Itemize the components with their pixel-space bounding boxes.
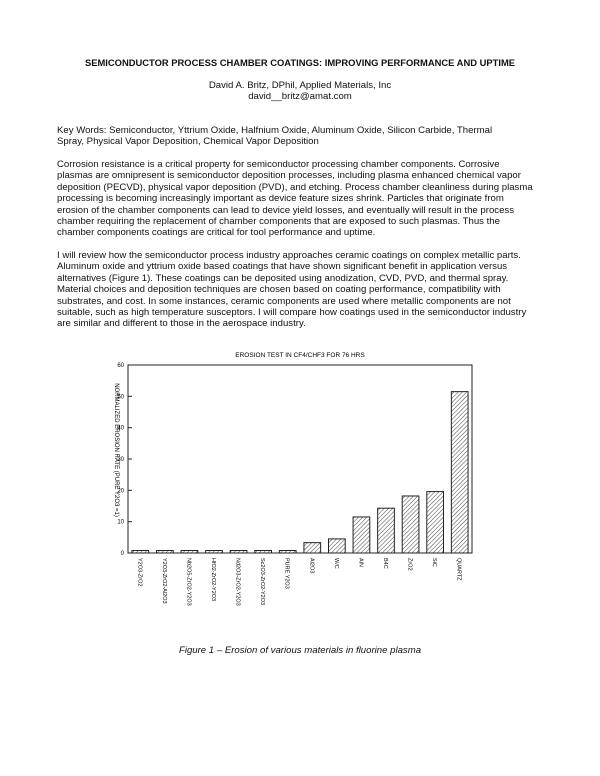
y-tick-label: 0 [120, 551, 124, 557]
bar-2 [181, 550, 198, 553]
bar-6 [279, 550, 296, 553]
x-tick-label: Y2O3-ZrO2 [136, 558, 143, 587]
x-tick-label: QUARTZ [455, 558, 462, 581]
bar-7 [304, 543, 321, 553]
x-tick-label: W/C [332, 558, 339, 569]
bar-1 [157, 550, 174, 553]
x-tick-label: B4C [382, 558, 388, 569]
bar-3 [206, 550, 223, 553]
bar-10 [378, 508, 395, 553]
y-tick-label: 50 [117, 394, 124, 401]
x-tick-label: Sc2O3-ZrO2-Y2O3 [259, 558, 266, 606]
text-line: chamber components coatings are critical for tool performance and uptime. [57, 227, 376, 239]
author: David A. Britz, DPhil, Applied Materials, Inc [208, 80, 392, 91]
paragraph-2 [57, 250, 547, 330]
text-line: are similar and different to those in the aerospace industry. [57, 318, 306, 330]
keywords [57, 125, 547, 148]
x-tick-label: SiC [431, 558, 438, 567]
x-tick-label: Nd2O3-ZrO2-Y2O3 [234, 558, 241, 606]
text-line: Spray, Physical Vapor Deposition, Chemical Vapor Deposition [57, 136, 319, 148]
x-tick-label: Al2O3 [308, 558, 315, 574]
paper-title: SEMICONDUCTOR PROCESS CHAMBER COATINGS: IMPROVING PERFORMANCE AND UPTIME [84, 57, 516, 68]
text-line: erosion of the chamber components can lead to device yield losses, and eventually will result in the process [57, 204, 515, 216]
text-line: plasmas are omnipresent is semiconductor deposition processes, including plasma enhanced chemical vapor [57, 170, 521, 182]
text-line: deposition (PECVD), physical vapor deposition (PVD), and etching. Process chamber cleanliness during plasma [57, 181, 533, 193]
bar-5 [255, 550, 272, 553]
text-line: processing is becoming increasingly important as device feature sizes shrink. Particles that originate from [57, 193, 504, 205]
y-axis-label: NORMALIZED EROSION RATE (PURE Y2O3 =1) [113, 383, 119, 517]
erosion-chart [0, 345, 600, 645]
y-tick-label: 30 [117, 457, 124, 463]
bar-9 [353, 517, 370, 553]
text-line: Aluminum oxide and yttrium oxide based coatings that have shown significant benefit in application versus [57, 261, 508, 273]
bar-8 [329, 539, 346, 553]
text-line: Key Words: Semiconductor, Yttrium Oxide, Halfnium Oxide, Aluminum Oxide, Silicon Carbide, Thermal [57, 125, 493, 136]
text-line: I will review how the semiconductor process industry approaches ceramic coatings on complex metallic parts. [57, 250, 521, 261]
text-line: suitable, such as high temperature susceptors. I will compare how coatings used in the semiconductor industry [57, 307, 527, 319]
y-tick-label: 40 [117, 425, 124, 432]
bar-12 [427, 492, 444, 553]
y-tick-label: 20 [117, 488, 124, 495]
x-tick-label: ZrO2 [406, 558, 413, 571]
bar-4 [230, 550, 247, 553]
x-tick-label: Nb2O5-ZrO2-Y2O3 [185, 558, 192, 606]
bar-0 [132, 550, 149, 553]
x-tick-label: AlN [357, 558, 364, 567]
figure-caption: Figure 1 – Erosion of various materials in fluorine plasma [178, 645, 422, 656]
bar-11 [402, 496, 419, 553]
text-line: Corrosion resistance is a critical property for semiconductor processing chamber components. Corrosive [57, 159, 500, 170]
x-tick-label: PURE Y2O3 [283, 558, 290, 589]
bar-13 [451, 392, 468, 553]
text-line: alternatives (Figure 1). These coatings can be deposited using anodization, CVD, PVD, and thermal spray. [57, 272, 509, 284]
chart-title: EROSION TEST IN CF4/CHF3 FOR 76 HRS [235, 352, 365, 359]
x-tick-label: HfO2-ZrO2-Y2O3 [210, 558, 216, 602]
y-tick-label: 10 [117, 519, 124, 526]
author-email[interactable]: david__britz@amat.com [248, 91, 352, 102]
x-tick-label: Y2O3-ZrO2-Al2O3 [160, 558, 167, 604]
text-line: chamber requiring the replacement of chamber components that are exposed to such plasmas. Thus the [57, 216, 500, 228]
plot-frame [128, 365, 472, 553]
text-line: Material choices and deposition techniques are chosen based on coating performance, compatibility with [57, 284, 501, 296]
y-tick-label: 60 [117, 363, 124, 369]
text-line: substrates, and cost. In some instances, ceramic components are used where metallic components are not [57, 295, 511, 307]
paragraph-1 [57, 159, 547, 239]
